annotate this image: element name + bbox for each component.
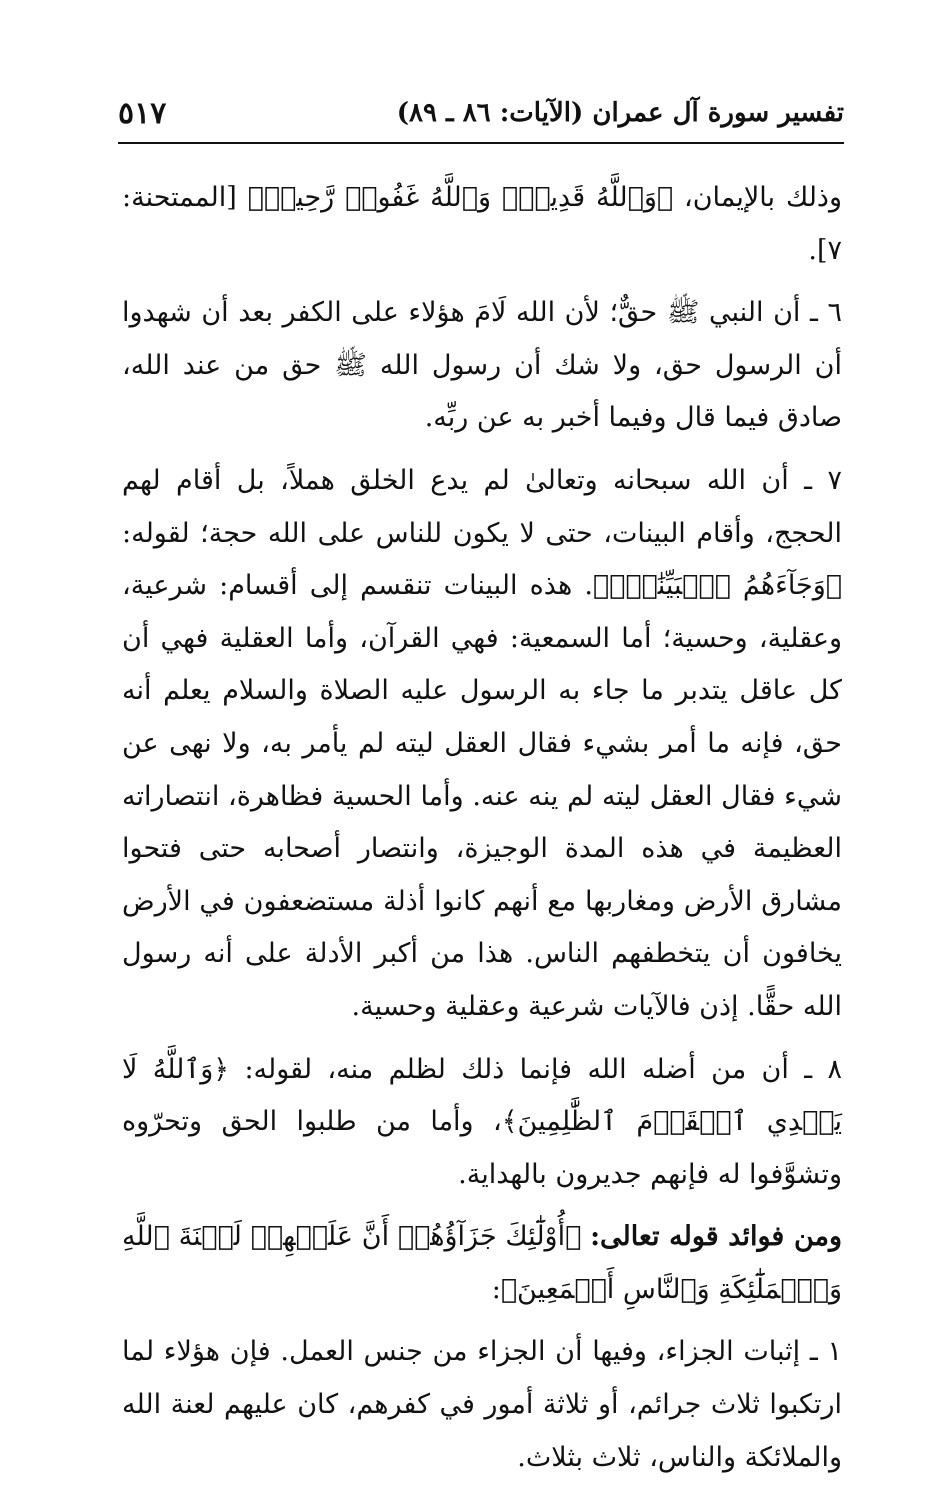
paragraph-5-verse: ﴿أُوْلَٰٓئِكَ جَزَآؤُهُمۡ أَنَّ عَلَيۡهِمۡ لَعۡنَةَ ٱللَّهِ وَٱلۡمَلَٰٓئِكَةِ وَٱلنَّاسِ أَجۡمَعِينَ﴾: bbox=[122, 1221, 842, 1305]
running-title: تفسير سورة آل عمران (الآيات: ٨٦ ـ ٨٩) bbox=[396, 98, 844, 128]
paragraph-5 bbox=[122, 1211, 842, 1316]
paragraph-4: ٨ ـ أن من أضله الله فإنما ذلك لظلم منه، لقوله: ﴿وَٱللَّهُ لَا يَهۡدِي ٱلۡقَوۡمَ ٱلظَّٰلِمِينَ﴾، وأما من طلبوا الحق وتحرّوه وتشوَّفوا له فإنهم جديرون بالهداية. bbox=[122, 1053, 842, 1190]
body-text bbox=[122, 172, 842, 1494]
page-number: ٥١٧ bbox=[118, 96, 167, 131]
paragraph-3: ٧ ـ أن الله سبحانه وتعالىٰ لم يدع الخلق هملاً، بل أقام لهم الحجج، وأقام البينات، حتى لا يكون للناس على الله حجة؛ لقوله: ﴿وَجَآءَهُمُ ٱلۡبَيِّنَٰتُۚ﴾. هذه البينات تنقسم إلى أقسام: شرعية، وعقلية، وحسية؛ أما السمعية: فهي القرآن، وأما العقلية فهي أن كل عاقل يتدبر ما جاء به الرسول عليه الصلاة والسلام يعلم أنه حق، فإنه ما أمر بشيء فقال العقل ليته لم يأمر به، ولا نهى عن شيء فقال العقل ليته لم ينه عنه. وأما الحسية فظاهرة، انتصاراته العظيمة في هذه المدة الوجيزة، وانتصار أصحابه حتى فتحوا مشارق الأرض ومغاربها مع أنهم كانوا أذلة مستضعفون في الأرض يخافون أن يتخطفهم الناس. هذا من أكبر الأدلة على أنه رسول الله حقًّا. إذن فالآيات شرعية وعقلية وحسية. bbox=[122, 464, 842, 1022]
header-rule bbox=[118, 142, 844, 144]
paragraph-1: وذلك بالإيمان، ﴿وَٱللَّهُ قَدِيرٌۚ وَٱللَّهُ غَفُورٞ رَّحِيمٞ﴾ [الممتحنة: ٧]. bbox=[122, 182, 842, 266]
paragraph-6: ١ ـ إثبات الجزاء، وفيها أن الجزاء من جنس العمل. فإن هؤلاء لما ارتكبوا ثلاث جرائم، أو ثلاثة أمور في كفرهم، كان عليهم لعنة الله والملائكة والناس، ثلاث بثلاث. bbox=[122, 1336, 842, 1473]
paragraph-5-lead: ومن فوائد قوله تعالى: bbox=[590, 1221, 842, 1253]
paragraph-2: ٦ ـ أن النبي ﷺ حقٌّ؛ لأن الله لَامَ هؤلاء على الكفر بعد أن شهدوا أن الرسول حق، ولا شك أن رسول الله ﷺ حق من عند الله، صادق فيما قال وفيما أخبر به عن ربِّه. bbox=[122, 297, 842, 434]
page-header bbox=[118, 92, 844, 148]
